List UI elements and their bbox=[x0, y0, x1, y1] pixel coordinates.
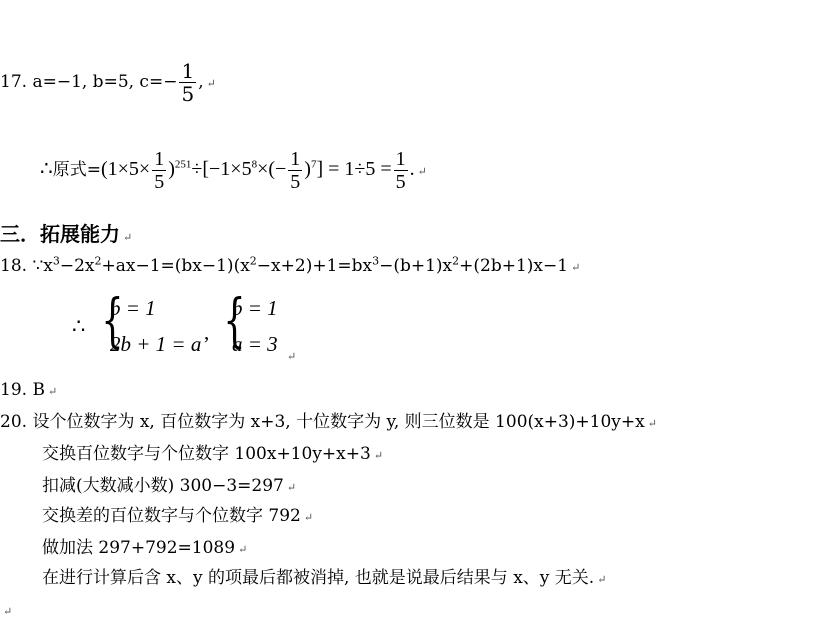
problem-19-line: 19. B ↵ bbox=[0, 380, 58, 400]
problem-20-line2: 交换百位数字与个位数字 100x+10y+x+3 ↵ bbox=[42, 444, 384, 464]
fraction: $\frac{1}{5}$ bbox=[290, 148, 301, 193]
problem-20-line3: 扣减(大数减小数) 300−3=297 ↵ bbox=[42, 476, 297, 496]
system1-row2: 2b + 1 = a bbox=[110, 332, 202, 356]
problem-17-line: 17. a=−1, b=5, c=− $\frac{1}{5}$ , ↵ bbox=[0, 59, 216, 106]
problem-20-line6: 在进行计算后含 x、y 的项最后都被消掉, 也就是说最后结果与 x、y 无关. ↵ bbox=[42, 568, 607, 588]
trailing-return-mark: ↵ bbox=[3, 605, 13, 618]
comma: , bbox=[204, 320, 210, 344]
fraction: $\frac{1}{5}$ bbox=[395, 148, 406, 193]
problem-20-line5: 做加法 297+792=1089 ↵ bbox=[42, 538, 248, 558]
system1-row1: b = 1 bbox=[110, 296, 156, 320]
problem-17-text: 17. a=−1, b=5, c=− bbox=[0, 72, 178, 92]
problem-18-line: 18. $\because x^3-2x^2+ax-1=(bx-1)(x^2-x+2)+1=bx^3-(b+1)x^2+(2b+1)x-1$ ↵ bbox=[0, 254, 581, 276]
therefore-symbol: ∴ bbox=[72, 314, 86, 338]
section-heading: 三．拓展能力 ↵ bbox=[0, 222, 133, 246]
fraction: $\frac{1}{5}$ bbox=[154, 148, 165, 193]
problem-20-line1: 20. 设个位数字为 x, 百位数字为 x+3, 十位数字为 y, 则三位数是 100(x+3)+10y+x ↵ bbox=[0, 412, 657, 432]
system2-row1: b = 1 bbox=[232, 296, 278, 320]
system2-row2: a = 3 bbox=[232, 332, 278, 356]
section-title: 三．拓展能力 bbox=[0, 222, 120, 246]
equation-systems: ∴ { b = 1 2b + 1 = a , { b = 1 a = 3 ↵ bbox=[72, 286, 297, 363]
left-brace: { bbox=[101, 286, 124, 354]
return-mark: ↵ bbox=[206, 77, 216, 90]
problem-20-line4: 交换差的百位数字与个位数字 792 ↵ bbox=[42, 506, 314, 526]
left-brace: { bbox=[223, 286, 246, 354]
problem-17-calculation: ∴原式=(1×5× $\frac{1}{5}$ )$^{251}\div[-1\times 5^8\times(-$ $\frac{1}{5}$ )$^7$] = 1÷5 = $\frac{1}{5}$ . ↵ bbox=[40, 148, 427, 193]
fraction-one-fifth: $\frac{1}{5}$ bbox=[181, 59, 195, 106]
